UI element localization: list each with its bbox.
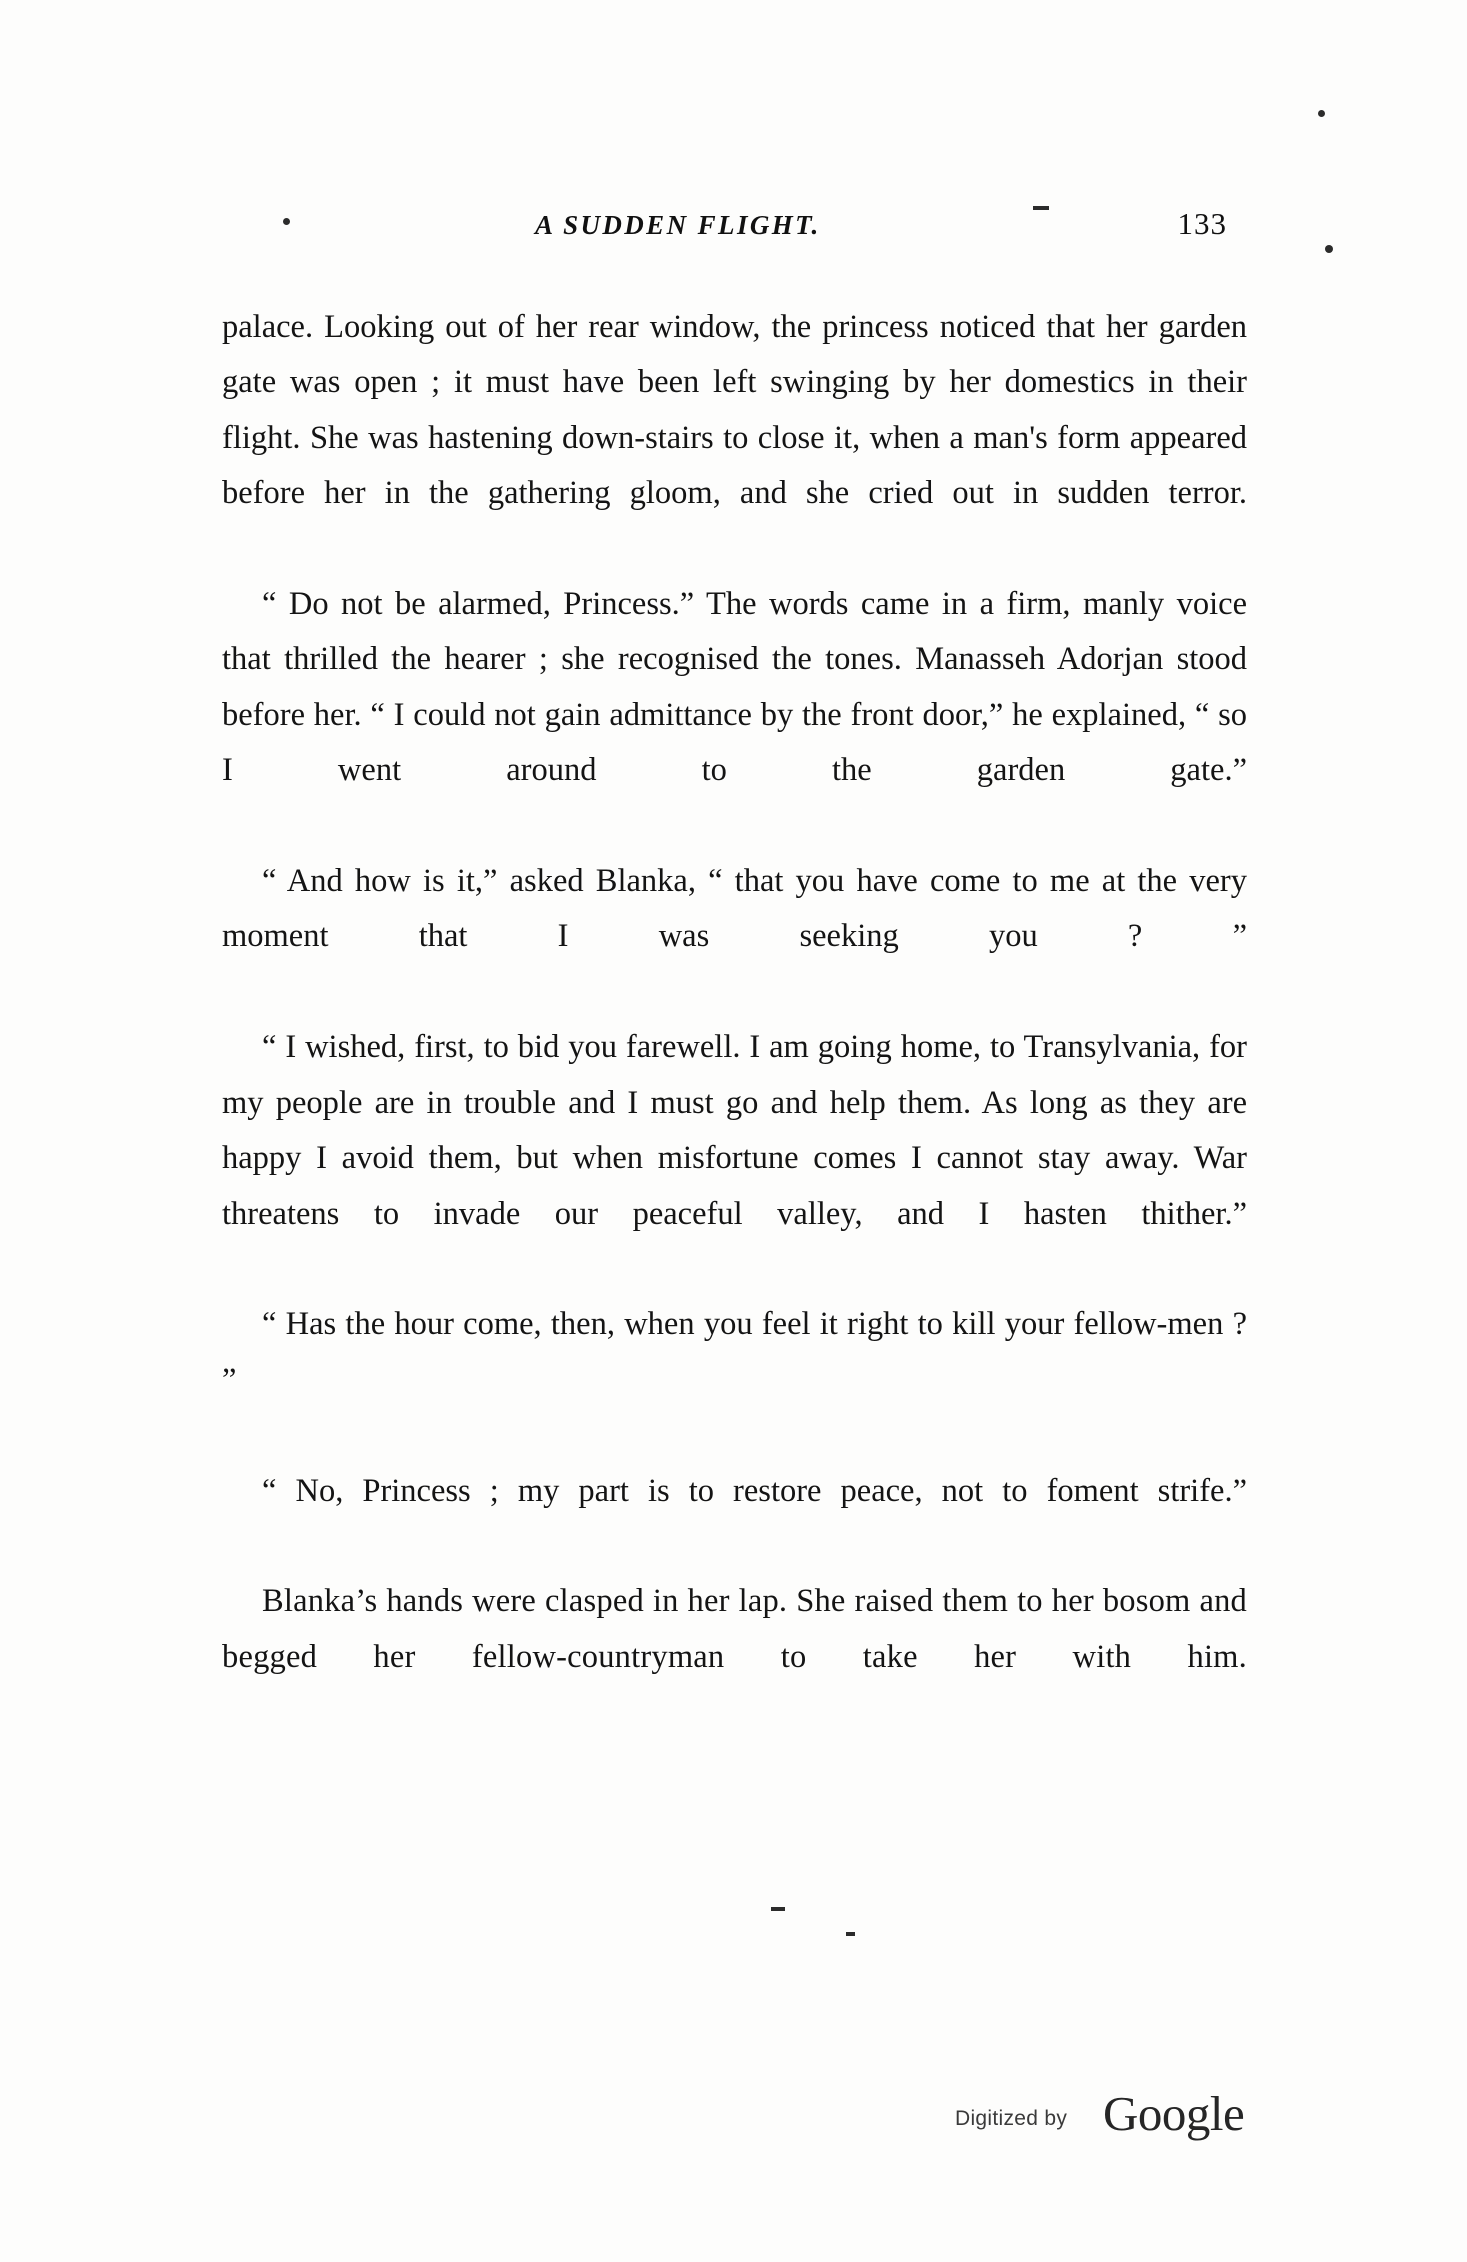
paragraph: “ Has the hour come, then, when you feel it right to kill your fellow-men ? ” — [222, 1306, 1247, 1398]
page-number: 133 — [1177, 206, 1227, 241]
paragraph: “ Do not be alarmed, Princess.” The words came in a firm, manly voice that thrilled the hearer ; she recognised the tones. Manasseh Adorjan stood before her. “ I could not gain admittance by the front door,” he explained, “ so I went around to the garden gate.” — [222, 586, 1247, 789]
chapter-title: A SUDDEN FLIGHT. — [535, 210, 821, 240]
scan-mark — [846, 1932, 855, 1936]
digitized-by-label: Digitized by — [955, 2107, 1068, 2130]
paragraph: Blanka’s hands were clasped in her lap. She raised them to her bosom and begged her fellow-countryman to take her with him. — [222, 1583, 1247, 1675]
paragraph: “ I wished, first, to bid you farewell. I am going home, to Transylvania, for my people are in trouble and I must go and help them. As long as they are happy I avoid them, but when misfortune comes I cannot stay away. War threatens to invade our peaceful valley, and I hasten thither.” — [222, 1029, 1247, 1232]
scan-speck — [1325, 245, 1333, 253]
paragraph: “ No, Princess ; my part is to restore peace, not to foment strife.” — [262, 1472, 1247, 1509]
scan-speck — [1318, 110, 1325, 117]
running-head — [225, 206, 1245, 258]
google-wordmark: Google — [1103, 2086, 1245, 2141]
paragraph: “ And how is it,” asked Blanka, “ that you have come to me at the very moment that I was seeking you ? ” — [222, 863, 1247, 955]
paragraph: palace. Looking out of her rear window, the princess noticed that her garden gate was open ; it must have been left swinging by her domestics in their flight. She was hastening down-stairs to close it, when a man's form appeared before her in the gathering gloom, and she cried out in sudden terror. — [222, 309, 1247, 512]
scan-mark — [771, 1907, 785, 1911]
digitization-watermark — [955, 2085, 1295, 2155]
page-body — [222, 300, 1247, 1741]
